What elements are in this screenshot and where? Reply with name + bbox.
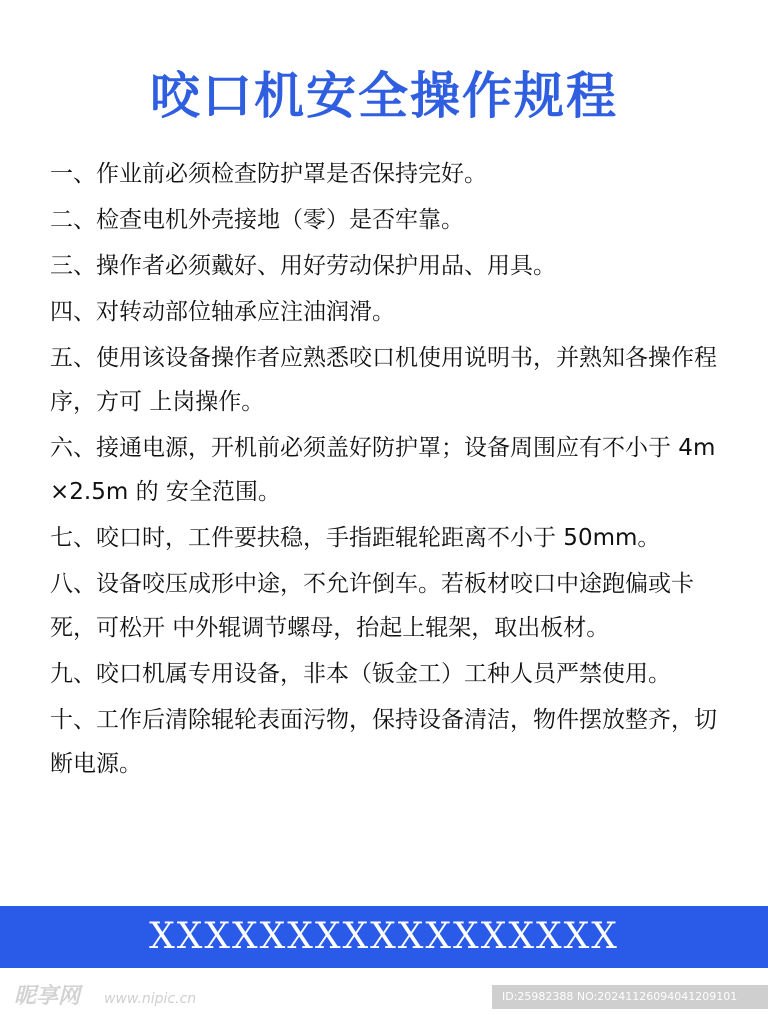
footer-text: XXXXXXXXXXXXXXXXX bbox=[149, 916, 619, 957]
watermark-url: www.nipic.cn bbox=[104, 991, 197, 1007]
rule-item-4: 四、对转动部位轴承应注油润滑。 bbox=[50, 299, 395, 325]
rules-list bbox=[50, 152, 730, 788]
page-title: 咬口机安全操作规程 bbox=[150, 66, 618, 125]
rule-item-5: 五、使用该设备操作者应熟悉咬口机使用说明书，并熟知各操作程序，方可 上岗操作。 bbox=[50, 345, 717, 415]
rule-item-3: 三、操作者必须戴好、用好劳动保护用品、用具。 bbox=[50, 253, 556, 279]
image-id-strip: ID:25982388 NO:20241126094041209101 bbox=[492, 985, 768, 1009]
rule-item-9: 九、咬口机属专用设备，非本（钣金工）工种人员严禁使用。 bbox=[50, 661, 671, 687]
watermark-logo: 昵享网 bbox=[14, 984, 81, 1009]
rule-item-10: 十、工作后清除辊轮表面污物，保持设备清洁，物件摆放整齐，切断电源。 bbox=[50, 707, 717, 777]
rule-item-2: 二、检查电机外壳接地（零）是否牢靠。 bbox=[50, 207, 464, 233]
rule-item-8: 八、设备咬压成形中途，不允许倒车。若板材咬口中途跑偏或卡死，可松开 中外辊调节螺母，抬起上辊架，取出板材。 bbox=[50, 571, 694, 641]
rule-item-7: 七、咬口时，工件要扶稳，手指距辊轮距离不小于 50mm。 bbox=[50, 525, 661, 551]
rule-item-6: 六、接通电源，开机前必须盖好防护罩；设备周围应有不小于 4m×2.5m 的 安全范围。 bbox=[50, 435, 716, 505]
footer-bar bbox=[0, 906, 768, 968]
rule-item-1: 一、作业前必须检查防护罩是否保持完好。 bbox=[50, 161, 487, 187]
